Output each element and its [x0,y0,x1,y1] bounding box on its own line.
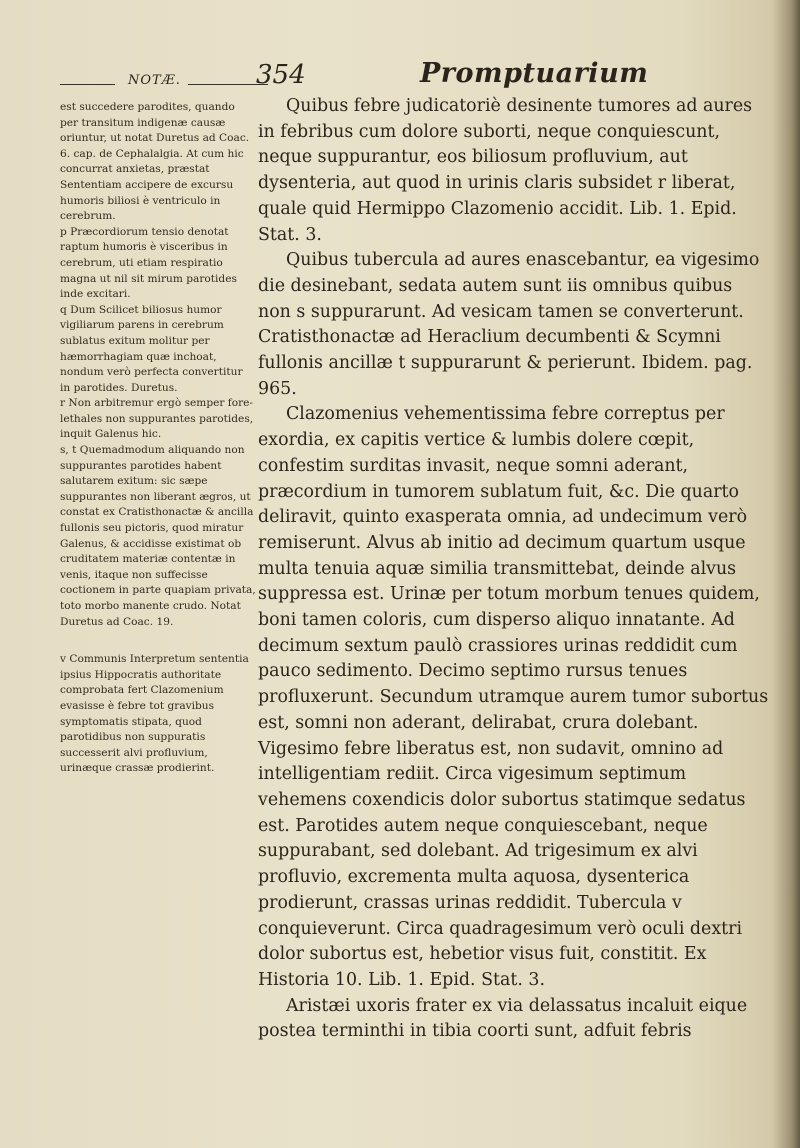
paragraph-3: Clazomenius vehementissima febre correptus per exordia, ex capitis vertice & lumbis dolere cœpit, confestim surditas invasit, neque somni aderant, præcordium in tumorem sublatum fuit, &c. Die quarto deliravit, quinto exasperata omnia, ad undecimum verò remiserunt. Alvus ab initio ad decimum quartum usque multa tenuia aquæ similia transmittebat, deinde alvus suppressa est. Urinæ per totum morbum tenues quidem, boni tamen coloris, cum disperso aliquo innatante. Ad decimum sextum paulò crassiores urinas reddidit cum pauco sedimento. Decimo septimo rursus tenues profluxerunt. Secundum utramque aurem tumor subortus est, somni non aderant, delirabat, crura dolebant. Vigesimo febre liberatus est, non sudavit, omnino ad intelligentiam rediit. Circa vigesimum septimum vehemens coxendicis dolor subortus statimque sedatus est. Parotides autem neque conquiescebant, neque suppurabant, sed dolebant. Ad trigesimum ex alvi profluvio, excrementa multa aquosa, dysenterica prodierunt, crassas urinas reddidit. Tubercula v conquieverunt. Circa quadragesimum verò oculi dextri dolor subortus est, hebetior visus fuit, constitit. Ex Historia 10. Lib. 1. Epid. Stat. 3. [258,404,769,990]
main-text-column [258,94,770,1045]
page-number: 354 [256,60,306,90]
paragraph-1: Quibus febre judicatoriè desinente tumores ad aures in febribus cum dolore suborti, neque conquiescunt, neque suppurantur, eos biliosum profluvium, aut dysenteria, aut quod in urinis claris subsidet r liberat, quale quid Hermippo Clazomenio accidit. Lib. 1. Epid. Stat. 3. [258,96,753,245]
page-gutter-shadow [772,0,800,1148]
note-p: p Præcordiorum tensio denotat raptum humoris è visceribus in cerebrum, uti etiam respiratio magna ut nil sit mirum parotides inde excitari. [60,225,237,301]
paragraph-4: Aristæi uxoris frater ex via delassatus incaluit eique postea terminthi in tibia coorti sunt, adfuit febris [258,995,748,1042]
paragraph-2: Quibus tubercula ad aures enascebantur, ea vigesimo die desinebant, sedata autem sunt iis omnibus quibus non s suppurarunt. Ad vesicam tamen se converterunt. Cratisthonactæ ad Heraclium decumbenti & Scymni fullonis ancillæ t suppurarunt & perierunt. Ibidem. pag. 965. [258,250,760,399]
header-rule-left [60,84,115,85]
note-q: q Dum Scilicet biliosus humor vigiliarum parens in cerebrum sublatus exitum molitur per hæmorrhagiam quæ inchoat, nondum verò perfecta convertitur in parotides. Duretus. [60,303,243,394]
running-title: Promptuarium [420,58,649,89]
note-o: est succedere parodites, quando per transitum indigenæ causæ oriuntur, ut notat Duretus ad Coac. 6. cap. de Cephalalgia. At cum hic concurrat anxietas, præstat Sententiam accipere de excursu humoris biliosi è ventriculo in cerebrum. [60,101,250,223]
note-v: v Communis Interpretum sententia ipsius Hippocratis authoritate comprobata fert Clazomenium evasisse è febre tot gravibus symptomatis stipata, quod parotidibus non suppuratis successerit alvi profluvium, urinæque crassæ prodierint. [60,653,249,775]
note-r: r Non arbitremur ergò semper fore-lethales non suppurantes parotides, inquit Galenus hic. [60,397,254,441]
notes-heading: NOTÆ. [128,73,181,88]
marginal-notes-column [60,100,256,777]
note-s-t: s, t Quemadmodum aliquando non suppurantes parotides habent salutarem exitum: sic sæpe suppurantes non liberant ægros, ut constat ex Cratisthonactæ & ancilla fullonis seu pictoris, quod miratur Galenus, & accidisse existimat ob cruditatem materiæ contentæ in venis, itaque non suffecisse coctionem in parte quapiam privata, toto morbo manente crudo. Notat Duretus ad Coac. 19. [60,444,256,628]
